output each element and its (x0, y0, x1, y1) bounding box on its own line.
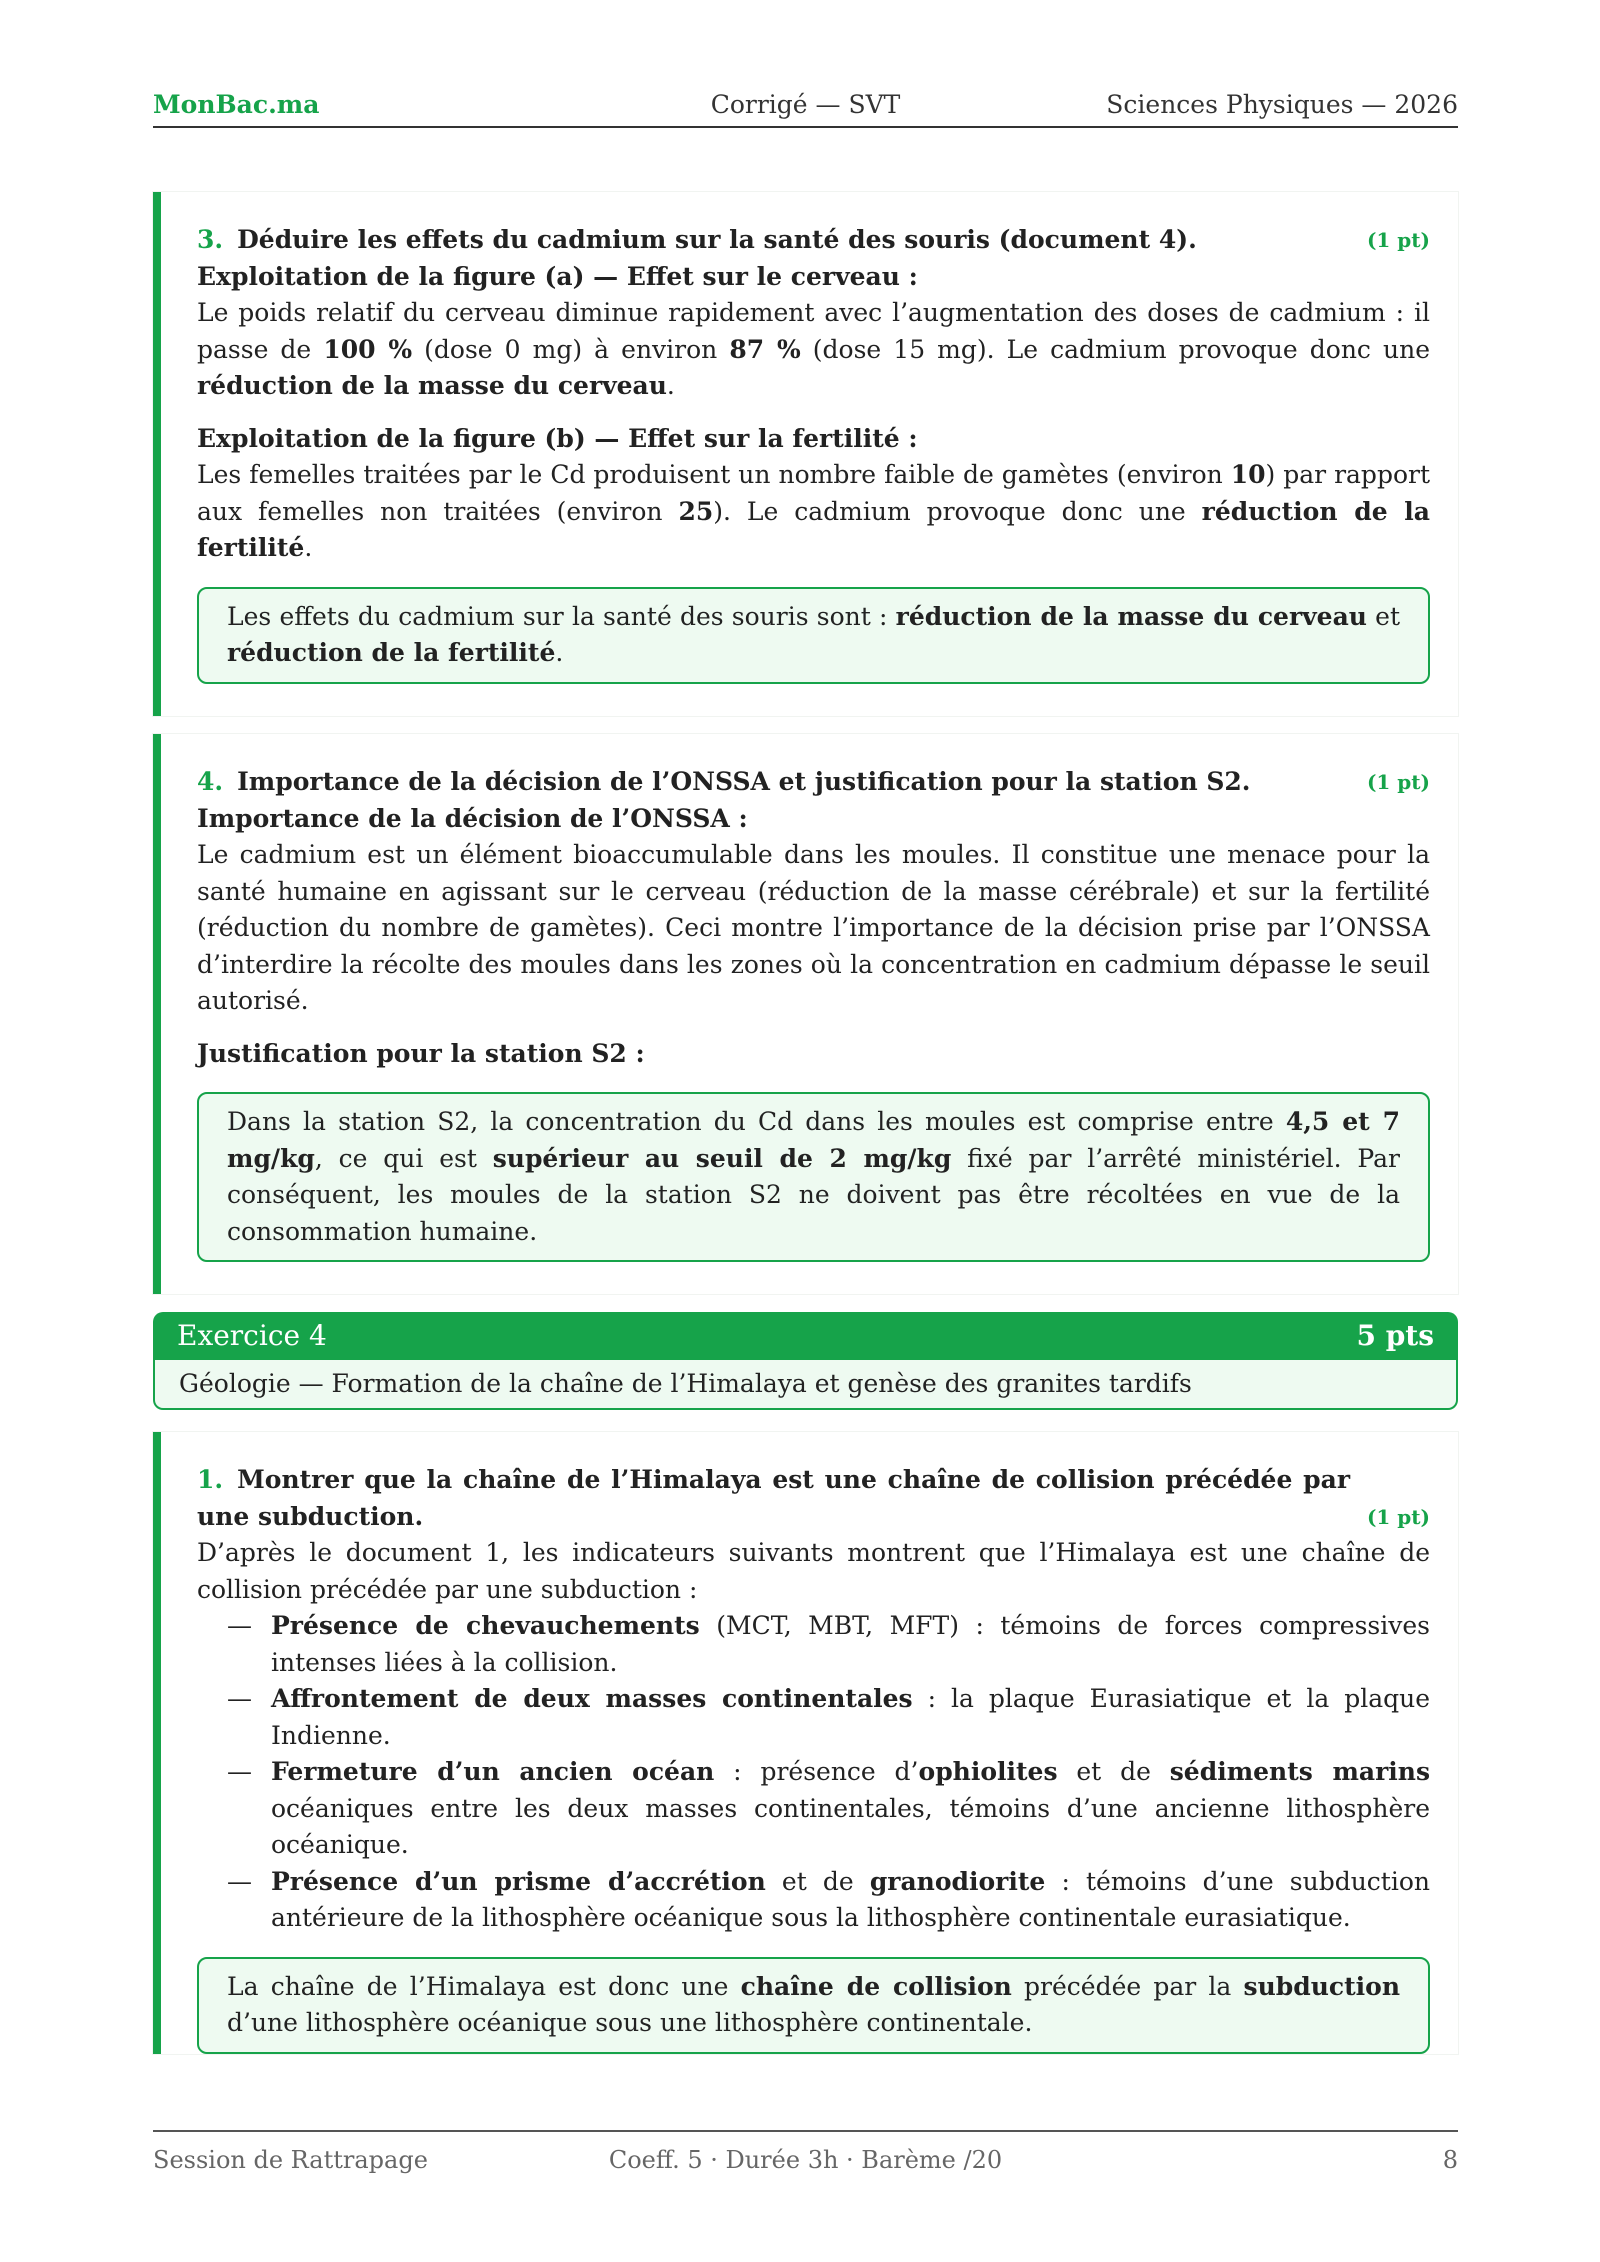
question-text: Montrer que la chaîne de l’Himalaya est une chaîne de collision précédée par une subduction. (197, 1465, 1350, 1531)
footer-session: Session de Rattrapage (153, 2146, 428, 2174)
question-number: 1. (197, 1465, 224, 1494)
question-4-title (197, 764, 1430, 801)
header-series: Sciences Physiques — 2026 (1106, 90, 1458, 119)
question-text: Déduire les effets du cadmium sur la santé des souris (document 4). (237, 225, 1197, 254)
question-number: 3. (197, 225, 224, 254)
exercise-title-bar (153, 1312, 1458, 1360)
paragraph-figure-b: Les femelles traitées par le Cd produisent un nombre faible de gamètes (environ 10) par rapport aux femelles non traitées (environ 25). Le cadmium provoque donc une réduction de la fertilité. (197, 460, 1431, 562)
points-badge: (1 pt) (1366, 228, 1430, 252)
exercise-4-header (153, 1312, 1458, 1410)
question-4-block (153, 734, 1458, 1294)
points-badge: (1 pt) (1366, 770, 1430, 794)
subheading-importance: Importance de la décision de l’ONSSA : (197, 803, 748, 833)
footer-info: Coeff. 5 · Durée 3h · Barème /20 (608, 2146, 1003, 2174)
intro-paragraph: D’après le document 1, les indicateurs suivants montrent que l’Himalaya est une chaîne de collision précédée par une subduction : (197, 1538, 1430, 1604)
paragraph-importance: Le cadmium est un élément bioaccumulable dans les moules. Il constitue une menace pour la santé humaine en agissant sur le cerveau (réduction de la masse cérébrale) et sur la fertilité (réduction du nombre de gamètes). Ceci montre l’importance de la décision prise par l’ONSSA d’interdire la récolte des moules dans les zones où la concentration en cadmium dépasse le seuil autorisé. (197, 840, 1430, 1015)
indicator-list (197, 1608, 1430, 1937)
page-number: 8 (1442, 2146, 1458, 2174)
conclusion-box: La chaîne de l’Himalaya est donc une chaîne de collision précédée par la subduction d’une lithosphère océanique sous une lithosphère continentale. (197, 1957, 1430, 2054)
exercise-title: Exercice 4 (177, 1319, 327, 1352)
page-header (153, 90, 1458, 128)
question-3-block (153, 192, 1458, 716)
paragraph-figure-a: Le poids relatif du cerveau diminue rapidement avec l’augmentation des doses de cadmium : il passe de 100 % (dose 0 mg) à environ 87 % (dose 15 mg). Le cadmium provoque donc une réduction de la masse du cerveau. (197, 298, 1430, 400)
exercise-points: 5 pts (1356, 1319, 1434, 1352)
question-3-title (197, 222, 1430, 259)
conclusion-box: Les effets du cadmium sur la santé des souris sont : réduction de la masse du cerveau et réduction de la fertilité. (197, 587, 1430, 684)
list-item: — Présence d’un prisme d’accrétion et de granodiorite : témoins d’une subduction antérieure de la lithosphère océanique sous la lithosphère continentale eurasiatique. (227, 1864, 1430, 1937)
conclusion-box: Dans la station S2, la concentration du Cd dans les moules est comprise entre 4,5 et 7 mg/kg, ce qui est supérieur au seuil de 2 mg/kg fixé par l’arrêté ministériel. Par conséquent, les moules de la station S2 ne doivent pas être récoltées en vue de la consommation humaine. (197, 1092, 1430, 1262)
points-badge: (1 pt) (1366, 1504, 1430, 1529)
question-text: Importance de la décision de l’ONSSA et justification pour la station S2. (237, 767, 1251, 796)
subheading-justification: Justification pour la station S2 : (197, 1038, 645, 1068)
subheading-figure-a: Exploitation de la figure (a) — Effet sur le cerveau : (197, 261, 918, 291)
exercise-4-question-1-block (153, 1432, 1458, 2054)
header-brand[interactable]: MonBac.ma (153, 90, 320, 119)
list-item: — Fermeture d’un ancien océan : présence d’ophiolites et de sédiments marins océaniques entre les deux masses continentales, témoins d’une ancienne lithosphère océanique. (227, 1754, 1430, 1864)
header-title: Corrigé — SVT (710, 90, 901, 119)
exercise-subtitle: Géologie — Formation de la chaîne de l’Himalaya et genèse des granites tardifs (153, 1360, 1458, 1410)
question-1-title (197, 1462, 1430, 1535)
question-number: 4. (197, 767, 224, 796)
page-footer (153, 2130, 1458, 2174)
subheading-figure-b: Exploitation de la figure (b) — Effet sur la fertilité : (197, 423, 918, 453)
list-item: — Affrontement de deux masses continentales : la plaque Eurasiatique et la plaque Indienne. (227, 1681, 1430, 1754)
list-item: — Présence de chevauchements (MCT, MBT, MFT) : témoins de forces compressives intenses liées à la collision. (227, 1608, 1430, 1681)
